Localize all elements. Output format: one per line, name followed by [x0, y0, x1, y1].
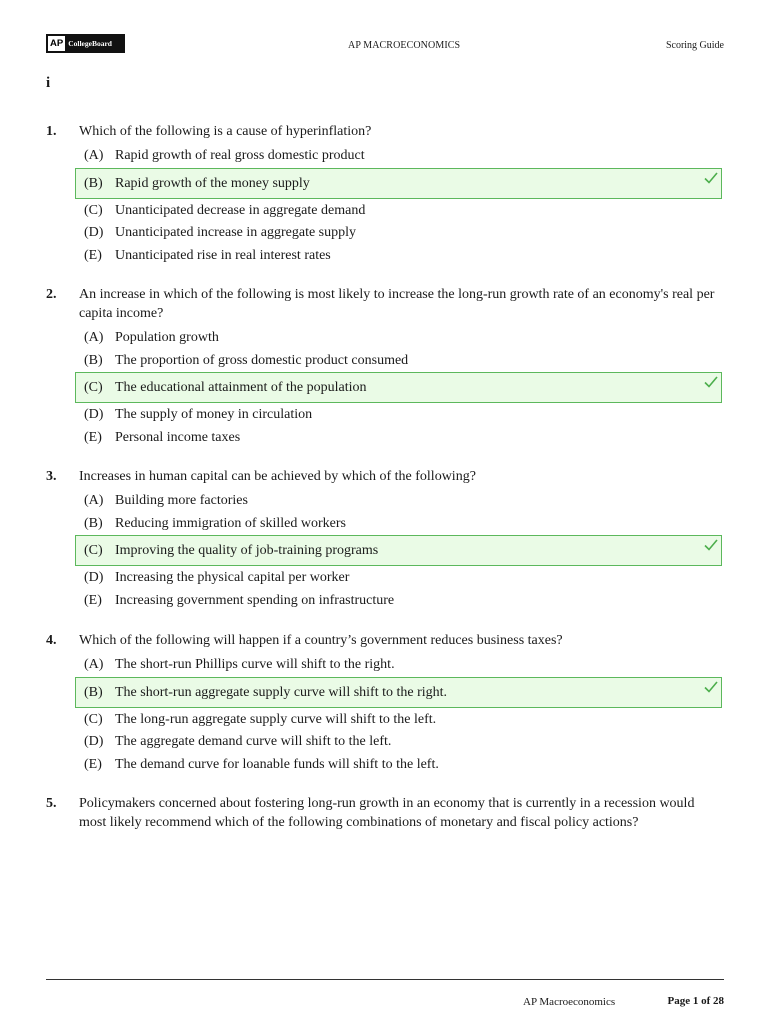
question-text: Increases in human capital can be achieved by which of the following? — [79, 469, 476, 484]
question-2 — [46, 285, 724, 449]
option-letter: (D) — [84, 570, 104, 585]
answer-options — [46, 145, 724, 267]
question-number: 2. — [46, 287, 57, 302]
option-text: Increasing the physical capital per worker — [115, 570, 350, 585]
option-text: Rapid growth of the money supply — [115, 175, 310, 191]
option-letter: (D) — [84, 225, 104, 240]
option-letter: (A) — [84, 148, 104, 163]
option-b — [46, 513, 724, 536]
option-letter: (A) — [84, 657, 104, 672]
option-d — [46, 404, 724, 427]
option-c-correct — [75, 535, 722, 566]
checkmark-icon — [703, 537, 719, 553]
option-text: Increasing government spending on infrastructure — [115, 592, 395, 608]
logo-collegeboard-text: CollegeBoard — [68, 39, 112, 48]
option-text: Unanticipated rise in real interest rates — [115, 247, 331, 263]
option-a — [46, 490, 724, 513]
checkmark-icon — [703, 170, 719, 186]
question-3 — [46, 467, 724, 612]
question-1 — [46, 122, 724, 267]
option-letter: (C) — [84, 543, 103, 558]
option-text: The supply of money in circulation — [115, 407, 313, 422]
question-number: 3. — [46, 469, 57, 484]
checkmark-icon — [703, 679, 719, 695]
option-e — [46, 427, 724, 450]
option-letter: (B) — [84, 684, 103, 700]
option-letter: (C) — [84, 380, 103, 395]
header-title: AP MACROECONOMICS — [348, 40, 461, 51]
answer-options — [46, 327, 724, 449]
option-e — [46, 245, 724, 268]
logo-ap-text: AP — [50, 38, 64, 49]
option-text: Building more factories — [115, 493, 248, 508]
option-text: The long-run aggregate supply curve will shift to the left. — [115, 711, 437, 727]
option-a — [46, 327, 724, 350]
footer-course-name: AP Macroeconomics — [523, 996, 616, 1008]
option-letter: (A) — [84, 493, 104, 508]
option-d — [46, 731, 724, 754]
option-letter: (B) — [84, 515, 103, 531]
question-number: 4. — [46, 633, 57, 648]
option-d — [46, 222, 724, 245]
option-e — [46, 590, 724, 613]
option-text: Personal income taxes — [115, 429, 241, 445]
option-text: The educational attainment of the population — [115, 380, 367, 395]
option-letter: (A) — [84, 330, 104, 345]
option-e — [46, 754, 724, 777]
option-c-correct — [75, 372, 722, 403]
question-text: Which of the following is a cause of hyperinflation? — [79, 124, 372, 139]
option-letter: (D) — [84, 734, 104, 749]
option-text: Improving the quality of job-training programs — [115, 543, 379, 558]
option-letter: (B) — [84, 175, 103, 191]
option-text: The short-run Phillips curve will shift to the right. — [115, 657, 395, 672]
option-b — [46, 350, 724, 373]
checkmark-icon — [703, 374, 719, 390]
option-letter: (E) — [84, 429, 102, 445]
question-4 — [46, 631, 724, 776]
question-text: Policymakers concerned about fostering long-run growth in an economy that is currently in a recession would most likely recommend which of the following combinations of monetary and fiscal policy actions? — [79, 796, 695, 830]
option-a — [46, 654, 724, 677]
option-letter: (B) — [84, 352, 103, 368]
option-d — [46, 567, 724, 590]
answer-options — [46, 490, 724, 612]
option-text: The aggregate demand curve will shift to the left. — [115, 734, 392, 749]
question-text: An increase in which of the following is most likely to increase the long-run growth rate of an economy's real per capita income? — [79, 287, 715, 321]
option-text: The demand curve for loanable funds will shift to the left. — [115, 756, 439, 772]
option-c — [46, 200, 724, 223]
question-text: Which of the following will happen if a country’s government reduces business taxes? — [79, 633, 563, 648]
answer-options — [46, 654, 724, 776]
footer-divider — [46, 979, 724, 980]
option-letter: (E) — [84, 756, 102, 772]
question-number: 5. — [46, 796, 57, 811]
option-text: Population growth — [115, 330, 219, 345]
footer-page-number: Page 1 of 28 — [667, 995, 724, 1007]
ap-collegeboard-logo — [46, 34, 125, 53]
option-text: Reducing immigration of skilled workers — [115, 515, 346, 531]
option-letter: (C) — [84, 202, 103, 218]
info-marker: i — [46, 75, 51, 91]
option-text: Rapid growth of real gross domestic product — [115, 148, 365, 163]
question-number: 1. — [46, 124, 57, 139]
option-b-correct — [75, 677, 722, 708]
option-text: The short-run aggregate supply curve will shift to the right. — [115, 684, 448, 700]
option-text: Unanticipated decrease in aggregate demand — [115, 202, 366, 218]
option-letter: (E) — [84, 592, 102, 608]
option-a — [46, 145, 724, 168]
question-5 — [46, 794, 724, 832]
header-scoring-guide: Scoring Guide — [665, 40, 724, 51]
option-text: The proportion of gross domestic product consumed — [115, 352, 409, 368]
option-text: Unanticipated increase in aggregate supply — [115, 225, 357, 240]
page-header — [46, 34, 724, 56]
option-b-correct — [75, 168, 722, 199]
option-letter: (C) — [84, 711, 103, 727]
option-letter: (E) — [84, 247, 102, 263]
option-c — [46, 709, 724, 732]
option-letter: (D) — [84, 407, 104, 422]
